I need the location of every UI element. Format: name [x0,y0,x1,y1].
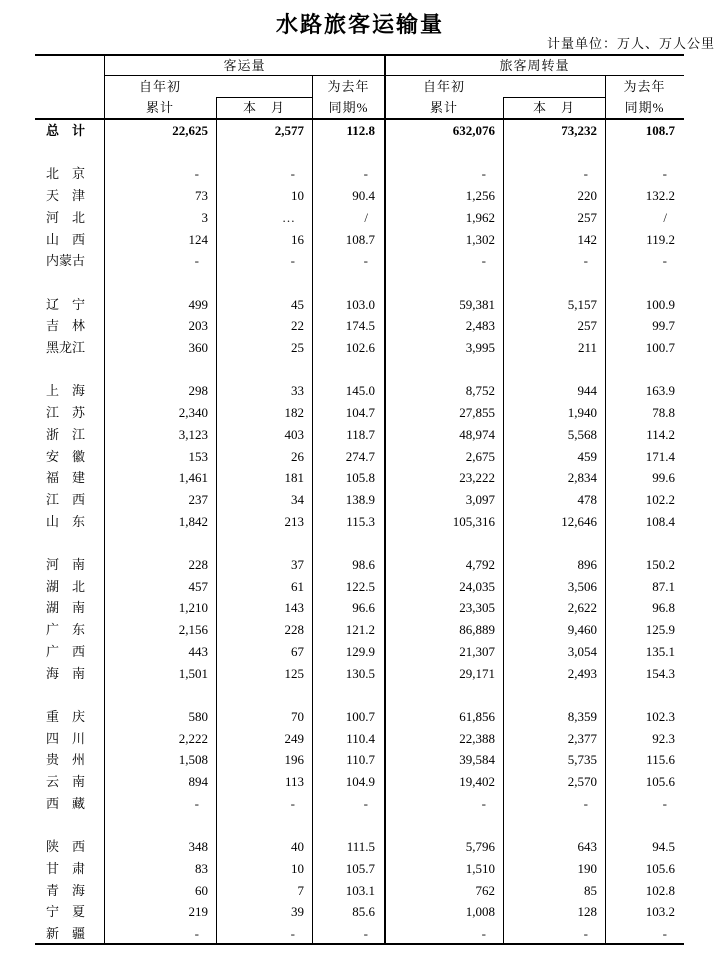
value-cell: 125.9 [645,622,675,638]
region-name: 湖 南 [46,600,86,616]
table-row [35,923,684,945]
value-cell: 45 [291,296,304,312]
subheader-cumulative-line2: 累计 [145,100,174,115]
value-cell: 2,340 [178,405,208,421]
value-cell: 83 [195,860,208,876]
value-cell: - [194,795,199,811]
value-cell: 37 [291,557,304,573]
value-cell: 153 [188,448,208,464]
table-row [35,641,684,663]
table-row [35,728,684,750]
row-spacer [35,142,684,164]
value-cell: 944 [577,383,597,399]
value-cell: 23,222 [459,470,495,486]
month-box-top-border-right [503,97,605,98]
value-cell: 119.2 [646,231,675,247]
value-cell: 443 [188,643,208,659]
value-cell: 98.6 [352,557,375,573]
table-row [35,749,684,771]
table-row [35,597,684,619]
table-row [35,489,684,511]
table-top-border [35,54,684,56]
value-cell: 196 [284,752,304,768]
value-cell: 2,222 [178,730,208,746]
table-row [35,858,684,880]
value-cell: 257 [577,209,597,225]
value-cell: 182 [284,405,304,421]
table-row [35,163,684,185]
value-cell: 104.9 [345,774,375,790]
table-row [35,619,684,641]
region-name: 新 疆 [46,926,86,942]
value-cell: 22 [291,318,304,334]
value-cell: - [662,926,667,942]
value-cell: 94.5 [652,839,675,855]
value-cell: 143 [284,600,304,616]
value-cell: 40 [291,839,304,855]
region-name: 湖 北 [46,578,86,594]
value-cell: 105.7 [345,860,375,876]
table-row [35,771,684,793]
region-name: 宁 夏 [46,904,86,920]
value-cell: 145.0 [345,383,375,399]
subheader-cumulative-line1: 自年初 [138,79,181,94]
value-cell: 118.7 [346,426,375,442]
unit-note: 计量单位：万人、万人公里 [546,36,715,51]
table-row [35,706,684,728]
value-cell: 5,735 [567,752,597,768]
value-cell: 103.1 [345,882,375,898]
value-cell: 632,076 [452,123,495,138]
value-cell: 110.4 [346,730,375,746]
value-cell: 39,584 [459,752,495,768]
value-cell: 121.2 [345,622,375,638]
value-cell: - [290,795,295,811]
value-cell: 24,035 [459,578,495,594]
value-cell: 1,842 [178,513,208,529]
value-cell: 2,675 [465,448,495,464]
region-name: 河 北 [46,209,86,225]
value-cell: 360 [188,340,208,356]
value-cell: 150.2 [645,557,675,573]
value-cell: 22,625 [172,123,208,138]
column-group-passenger-turnover: 旅客周转量 [499,58,570,73]
value-cell: 138.9 [345,491,375,507]
table-row [35,446,684,468]
value-cell: 459 [577,448,597,464]
value-cell: 108.7 [345,231,375,247]
region-name: 上 海 [46,383,86,399]
region-name: 甘 肃 [46,860,86,876]
table-row [35,467,684,489]
table-row [35,793,684,815]
value-cell: - [583,926,588,942]
value-cell: 23,305 [459,600,495,616]
subheader-cumulative-line1: 自年初 [422,79,465,94]
table-row [35,229,684,251]
value-cell: - [290,166,295,182]
value-cell: 3,123 [178,426,208,442]
value-cell: 105.6 [645,860,675,876]
value-cell: 25 [291,340,304,356]
value-cell: 478 [577,491,597,507]
region-name: 天 津 [46,188,86,204]
region-name: 海 南 [46,665,86,681]
value-cell: 103.2 [645,904,675,920]
value-cell: 213 [284,513,304,529]
value-cell: - [194,166,199,182]
value-cell: 115.3 [346,513,375,529]
value-cell: 85 [584,882,597,898]
value-cell: 1,008 [465,904,495,920]
page-title: 水路旅客运输量 [275,12,444,37]
value-cell: 135.1 [645,643,675,659]
region-name: 广 东 [46,622,86,638]
value-cell: - [363,795,368,811]
value-cell: 257 [577,318,597,334]
value-cell: 78.8 [652,405,675,421]
value-cell: 190 [577,860,597,876]
region-name: 总 计 [46,123,86,138]
value-cell: 896 [577,557,597,573]
value-cell: 2,377 [567,730,597,746]
value-cell: 61 [291,578,304,594]
value-cell: 110.7 [346,752,375,768]
value-cell: - [194,926,199,942]
value-cell: 2,156 [178,622,208,638]
table-row [35,554,684,576]
subheader-yoy-line1: 为去年 [327,79,370,94]
value-cell: 61,856 [459,708,495,724]
value-cell: 129.9 [345,643,375,659]
value-cell: 113 [284,774,304,790]
value-cell: 3,506 [567,578,597,594]
value-cell: 90.4 [352,188,375,204]
value-cell: 2,577 [274,123,304,138]
value-cell: 26 [291,448,304,464]
value-cell: - [662,253,667,269]
value-cell: 1,256 [465,188,495,204]
value-cell: 16 [291,231,304,247]
region-name: 浙 江 [46,426,86,442]
value-cell: 60 [195,882,208,898]
region-name: 福 建 [46,470,86,486]
value-cell: 12,646 [561,513,597,529]
subheader-yoy-line2: 同期% [328,100,369,115]
value-cell: 5,157 [567,296,597,312]
value-cell: 1,302 [465,231,495,247]
value-cell: 48,974 [459,426,495,442]
value-cell: 181 [284,470,304,486]
value-cell: 4,792 [465,557,495,573]
value-cell: 3,097 [465,491,495,507]
value-cell: 8,359 [567,708,597,724]
table-body [35,120,684,945]
table-row [35,402,684,424]
value-cell: 27,855 [459,405,495,421]
value-cell: 34 [291,491,304,507]
value-cell: - [662,795,667,811]
value-cell: 348 [188,839,208,855]
subheader-yoy-line1: 为去年 [623,79,666,94]
value-cell: - [481,253,486,269]
region-name: 黑龙江 [46,340,86,356]
column-group-passenger-volume: 客运量 [223,58,266,73]
value-cell: 100.9 [645,296,675,312]
region-name: 四 川 [46,730,86,746]
value-cell: 73 [195,188,208,204]
value-cell: 5,796 [465,839,495,855]
value-cell: 67 [291,643,304,659]
value-cell: 102.2 [645,491,675,507]
value-cell: 3 [201,209,208,225]
value-cell: 29,171 [459,665,495,681]
value-cell: - [583,795,588,811]
value-cell: 33 [291,383,304,399]
table-row [35,294,684,316]
value-cell: 203 [188,318,208,334]
value-cell: 219 [188,904,208,920]
subheader-yoy-line2: 同期% [624,100,665,115]
table-row [35,901,684,923]
value-cell: 1,501 [178,665,208,681]
value-cell: - [194,253,199,269]
value-cell: 85.6 [352,904,375,920]
value-cell: - [583,166,588,182]
value-cell: 22,388 [459,730,495,746]
value-cell: 762 [475,882,495,898]
value-cell: - [363,166,368,182]
table-row [35,380,684,402]
value-cell: 21,307 [459,643,495,659]
value-cell: - [583,253,588,269]
region-name: 山 东 [46,513,86,529]
table-row [35,250,684,272]
value-cell: 274.7 [345,448,375,464]
value-cell: 70 [291,708,304,724]
value-cell: 154.3 [645,665,675,681]
value-cell: 1,940 [567,405,597,421]
value-cell: 9,460 [567,622,597,638]
value-cell: 3,995 [465,340,495,356]
value-cell: 100.7 [345,708,375,724]
value-cell: 99.6 [652,470,675,486]
value-cell: 5,568 [567,426,597,442]
table-row [35,315,684,337]
region-name: 安 徽 [46,448,86,464]
value-cell: 92.3 [652,730,675,746]
value-cell: 130.5 [345,665,375,681]
value-cell: 10 [291,860,304,876]
value-cell: - [481,795,486,811]
value-cell: 99.7 [652,318,675,334]
value-cell: 163.9 [645,383,675,399]
value-cell: 103.0 [345,296,375,312]
value-cell: / [364,209,368,225]
region-name: 辽 宁 [46,296,86,312]
value-cell: 8,752 [465,383,495,399]
value-cell: 2,483 [465,318,495,334]
row-spacer [35,359,684,381]
region-name: 广 西 [46,643,86,659]
value-cell: 171.4 [645,448,675,464]
statistics-table [35,54,684,945]
table-row [35,120,684,142]
value-cell: 124 [188,231,208,247]
value-cell: 128 [577,904,597,920]
value-cell: 105.6 [645,774,675,790]
table-row [35,207,684,229]
value-cell: 228 [284,622,304,638]
value-cell: 96.6 [352,600,375,616]
value-cell: - [363,926,368,942]
region-name: 青 海 [46,882,86,898]
region-name: 西 藏 [46,795,86,811]
row-spacer [35,684,684,706]
value-cell: 102.6 [345,340,375,356]
value-cell: 86,889 [459,622,495,638]
value-cell: 894 [188,774,208,790]
table-row [35,880,684,902]
table-row [35,337,684,359]
value-cell: 2,622 [567,600,597,616]
value-cell: 102.8 [645,882,675,898]
region-name: 贵 州 [46,752,86,768]
subheader-cumulative-line2: 累计 [429,100,458,115]
table-row [35,576,684,598]
region-name: 江 苏 [46,405,86,421]
region-name: 山 西 [46,231,86,247]
value-cell: 142 [577,231,597,247]
value-cell: 3,054 [567,643,597,659]
value-cell: 108.7 [645,123,675,138]
value-cell: 96.8 [652,600,675,616]
value-cell: 457 [188,578,208,594]
value-cell: 10 [291,188,304,204]
value-cell: 7 [297,882,304,898]
value-cell: 114.2 [646,426,675,442]
table-row [35,663,684,685]
subheader-this-month: 本 月 [242,100,285,115]
value-cell: - [363,253,368,269]
value-cell: - [290,926,295,942]
region-name: 北 京 [46,166,86,182]
value-cell: 249 [284,730,304,746]
table-row [35,424,684,446]
value-cell: 19,402 [459,774,495,790]
table-row [35,836,684,858]
value-cell: 73,232 [561,123,597,138]
subheader-this-month: 本 月 [532,100,575,115]
value-cell: 643 [577,839,597,855]
value-cell: 1,461 [178,470,208,486]
value-cell: 132.2 [645,188,675,204]
value-cell: 100.7 [645,340,675,356]
value-cell: 105,316 [452,513,495,529]
group-header-underline [104,75,684,76]
value-cell: 228 [188,557,208,573]
value-cell: - [662,166,667,182]
value-cell: 125 [284,665,304,681]
value-cell: 298 [188,383,208,399]
region-name: 内蒙古 [46,253,86,269]
value-cell: - [290,253,295,269]
value-cell: 111.5 [346,839,375,855]
region-name: 陕 西 [46,839,86,855]
value-cell: 87.1 [652,578,675,594]
value-cell: 122.5 [345,578,375,594]
value-cell: 2,570 [567,774,597,790]
month-box-top-border-left [216,97,312,98]
value-cell: 115.6 [646,752,675,768]
region-name: 河 南 [46,557,86,573]
table-row [35,511,684,533]
value-cell: 2,493 [567,665,597,681]
value-cell: 112.8 [346,123,375,138]
value-cell: 1,210 [178,600,208,616]
value-cell: 174.5 [345,318,375,334]
value-cell: 1,962 [465,209,495,225]
region-name: 云 南 [46,774,86,790]
value-cell: 580 [188,708,208,724]
value-cell: 403 [284,426,304,442]
table-row [35,185,684,207]
value-cell: 1,508 [178,752,208,768]
value-cell: 104.7 [345,405,375,421]
value-cell: 1,510 [465,860,495,876]
value-cell: / [663,209,667,225]
value-cell: 108.4 [645,513,675,529]
row-spacer [35,272,684,294]
region-name: 江 西 [46,491,86,507]
region-name: 重 庆 [46,708,86,724]
value-cell: - [481,926,486,942]
value-cell: 105.8 [345,470,375,486]
region-name: 吉 林 [46,318,86,334]
value-cell: 211 [577,340,597,356]
value-cell: 59,381 [459,296,495,312]
value-cell: … [282,209,295,225]
value-cell: 2,834 [567,470,597,486]
value-cell: 499 [188,296,208,312]
value-cell: 237 [188,491,208,507]
row-spacer [35,532,684,554]
value-cell: - [481,166,486,182]
value-cell: 220 [577,188,597,204]
value-cell: 102.3 [645,708,675,724]
row-spacer [35,815,684,837]
value-cell: 39 [291,904,304,920]
